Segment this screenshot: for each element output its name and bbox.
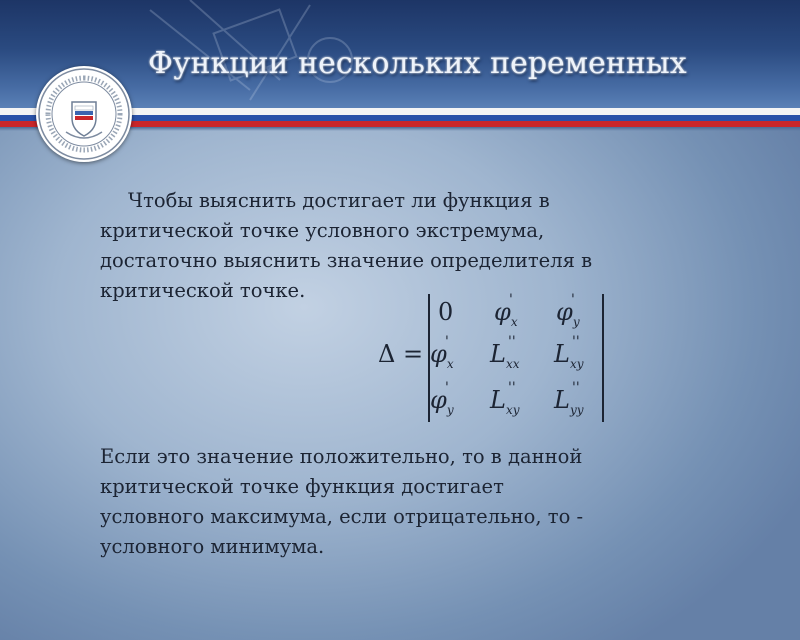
paragraph-line: условного минимума.: [100, 535, 325, 558]
matrix-cell-1-1: 0: [438, 298, 454, 326]
paragraph-line: Чтобы выяснить достигает ли функция в: [128, 189, 550, 212]
matrix-cell-3-2: $L_{xy}$ '': [490, 380, 520, 417]
determinant-lhs: Δ =: [378, 340, 424, 368]
paragraph-line: критической точке.: [100, 279, 306, 302]
determinant-right-bar: [602, 294, 604, 422]
university-emblem-icon: [36, 66, 132, 162]
matrix-cell-2-3: $L_{xy}$ '': [554, 334, 584, 371]
slide-title: Функции нескольких переменных: [148, 46, 687, 81]
paragraph-line: критической точке функция достигает: [100, 475, 504, 498]
determinant-formula: [378, 294, 608, 426]
paragraph-line: Если это значение положительно, то в данной: [100, 445, 583, 468]
paragraph-line: достаточно выяснить значение определителя в: [100, 249, 593, 272]
paragraph-intro: [100, 186, 592, 306]
matrix-cell-2-1: $\varphi_x$ ': [430, 334, 454, 371]
paragraph-line: условного максимума, если отрицательно, то -: [100, 505, 584, 528]
paragraph-line: критической точке условного экстремума,: [100, 219, 545, 242]
paragraph-conclusion: [100, 442, 583, 562]
matrix-cell-1-2: $\varphi_x$ ': [494, 292, 518, 329]
matrix-cell-3-3: $L_{yy}$ '': [554, 380, 584, 417]
matrix-cell-3-1: $\varphi_y$ ': [430, 380, 454, 417]
matrix-cell-1-3: $\varphi_y$ ': [556, 292, 580, 329]
matrix-cell-2-2: $L_{xx}$ '': [490, 334, 520, 371]
